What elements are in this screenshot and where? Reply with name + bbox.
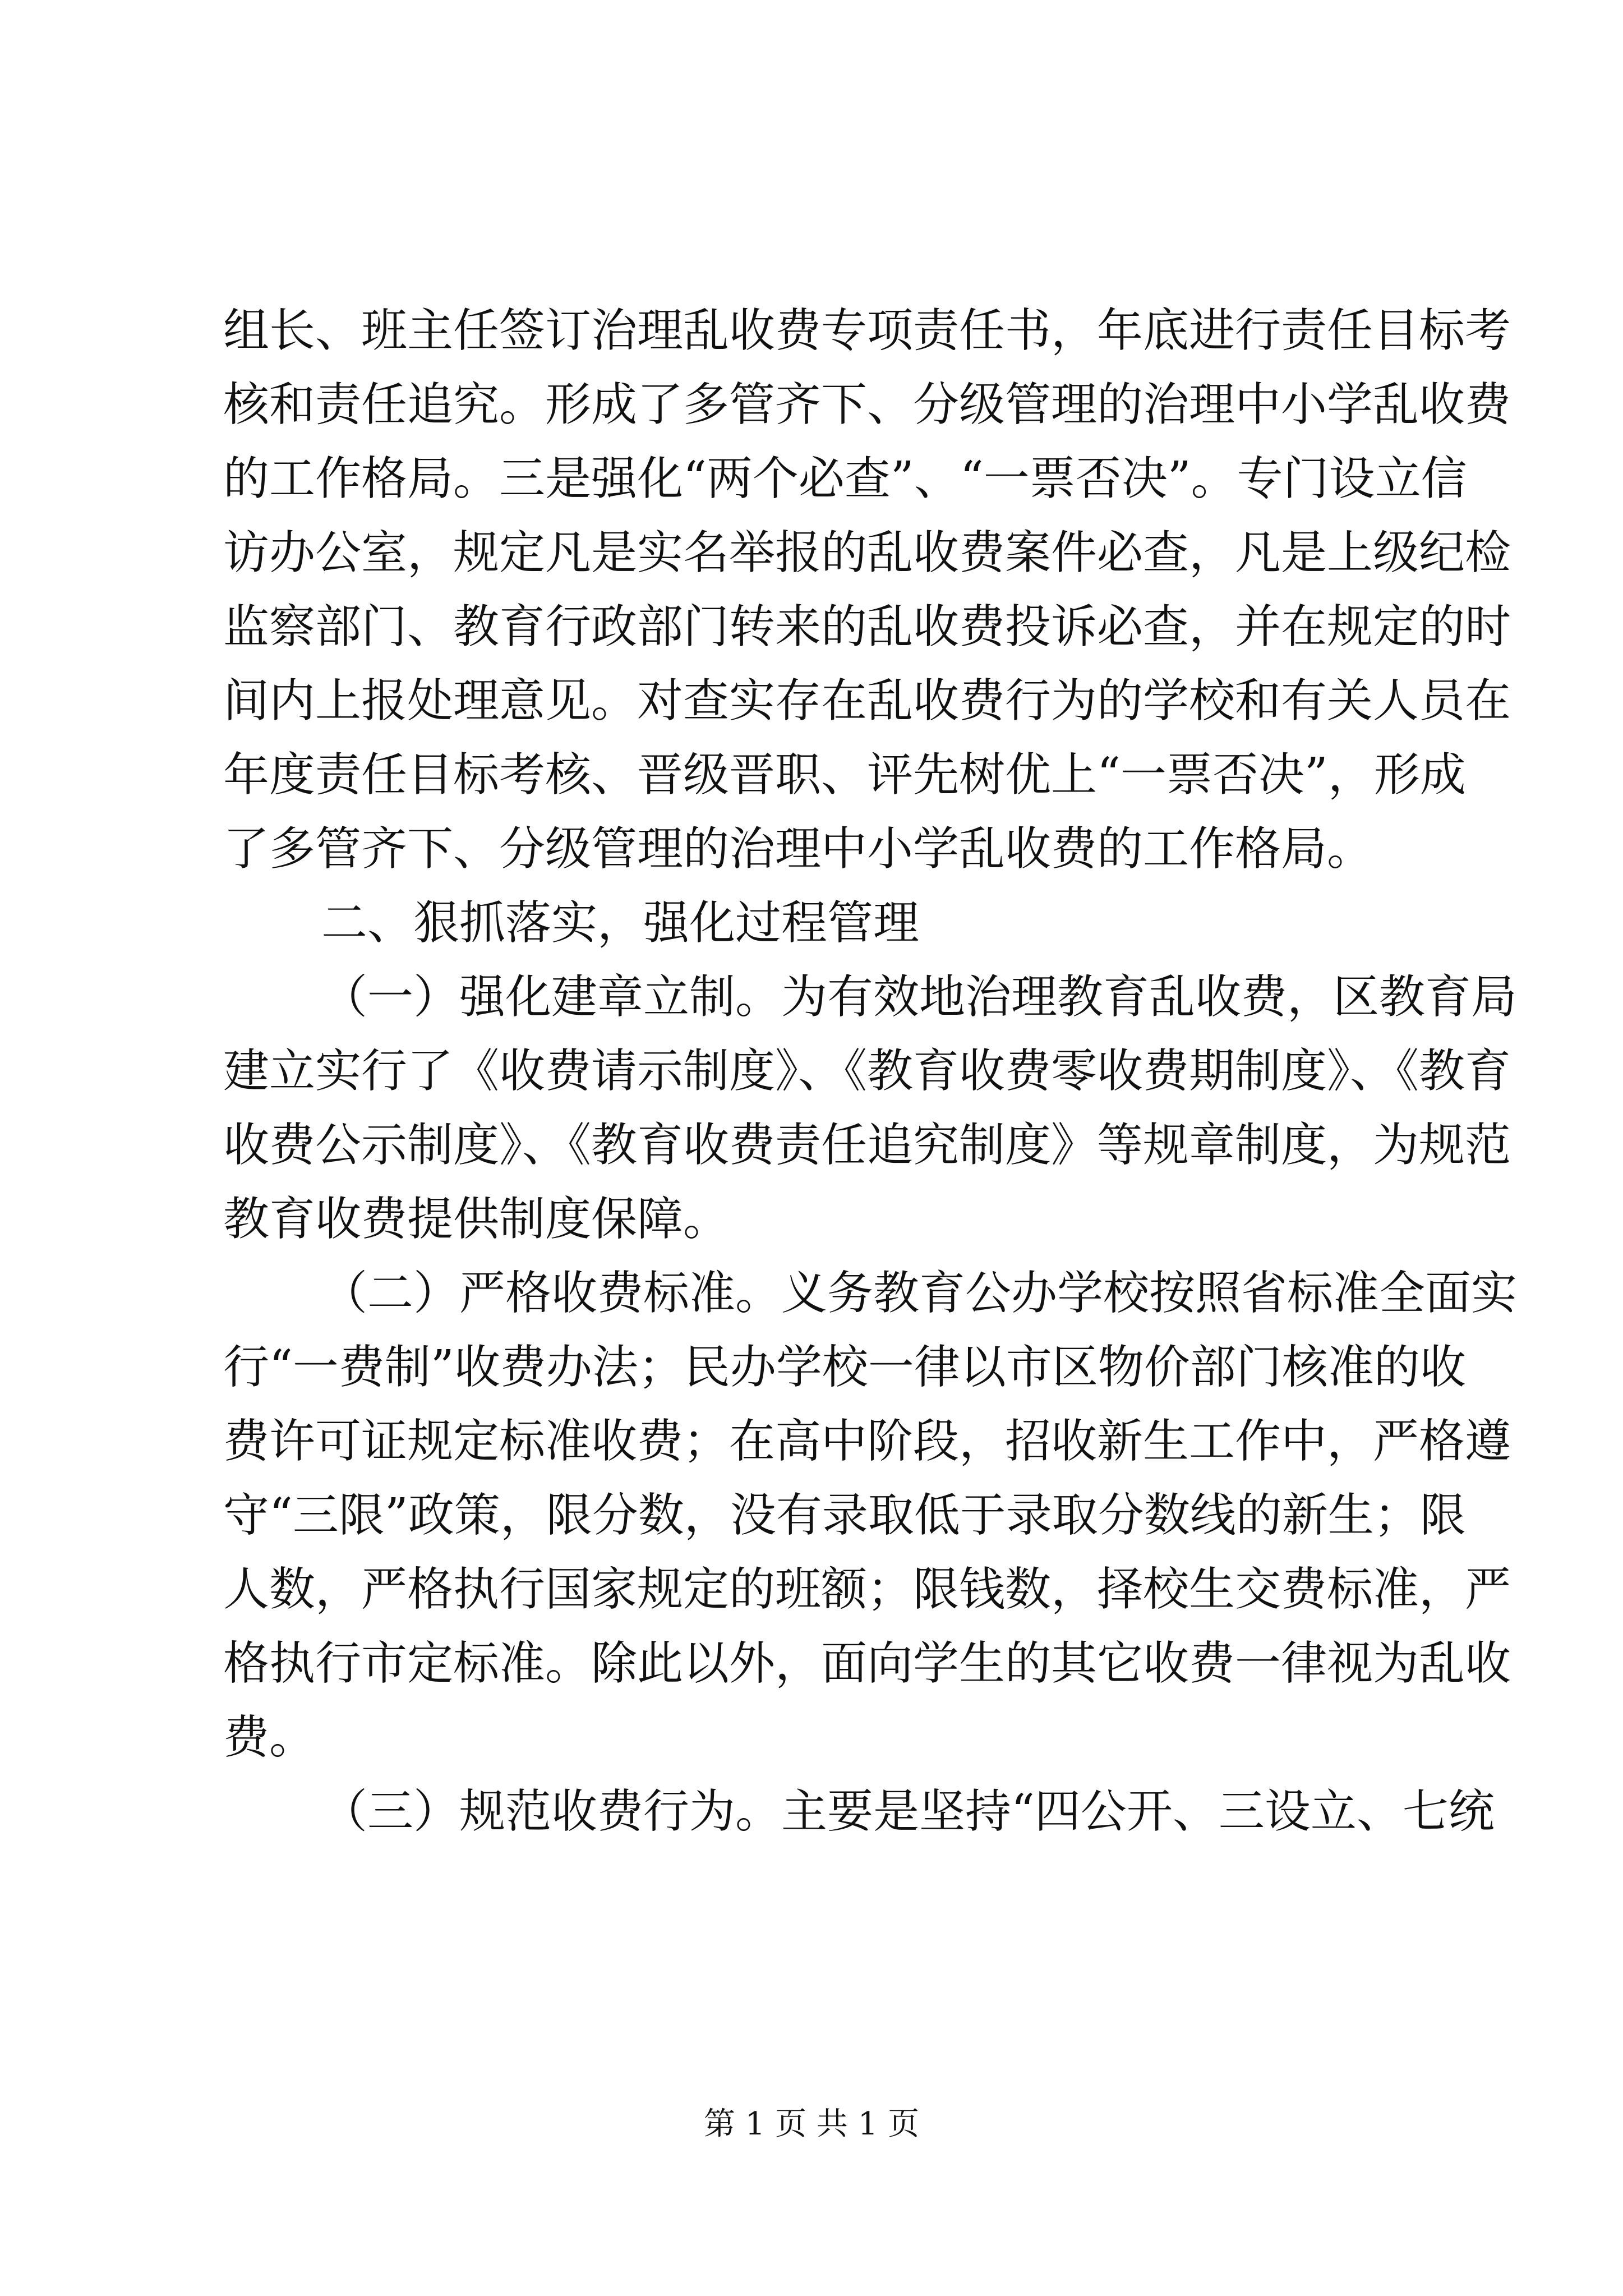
text-line: 收费公示制度》、《教育收费责任追究制度》等规章制度，为规范 bbox=[223, 1119, 1511, 1172]
text-line: （二）严格收费标准。义务教育公办学校按照省标准全面实 bbox=[321, 1267, 1518, 1320]
text-line: 守“三限”政策，限分数，没有录取低于录取分数线的新生；限 bbox=[223, 1489, 1466, 1542]
text-line: 组长、班主任签订治理乱收费专项责任书，年底进行责任目标考 bbox=[223, 304, 1511, 357]
text-line: 访办公室，规定凡是实名举报的乱收费案件必查，凡是上级纪检 bbox=[223, 526, 1511, 579]
text-line: 建立实行了《收费请示制度》、《教育收费零收费期制度》、《教育 bbox=[223, 1045, 1511, 1098]
page-number-label: 第 1 页 共 1 页 bbox=[703, 2106, 920, 2142]
text-line: 费。 bbox=[223, 1711, 316, 1764]
text-line: 格执行市定标准。除此以外，面向学生的其它收费一律视为乱收 bbox=[223, 1637, 1511, 1690]
text-line: （一）强化建章立制。为有效地治理教育乱收费，区教育局 bbox=[321, 970, 1518, 1024]
text-line: 监察部门、教育行政部门转来的乱收费投诉必查，并在规定的时 bbox=[223, 600, 1511, 654]
text-line: （三）规范收费行为。主要是坚持“四公开、三设立、七统 bbox=[321, 1785, 1495, 1838]
page-footer bbox=[0, 2105, 1623, 2144]
text-line: 人数，严格执行国家规定的班额；限钱数，择校生交费标准，严 bbox=[223, 1563, 1511, 1616]
text-line: 行“一费制”收费办法；民办学校一律以市区物价部门核准的收 bbox=[223, 1341, 1466, 1394]
text-line: 的工作格局。三是强化“两个必查”、“一票否决”。专门设立信 bbox=[223, 452, 1467, 505]
text-line: 间内上报处理意见。对查实存在乱收费行为的学校和有关人员在 bbox=[223, 674, 1511, 728]
text-line: 教育收费提供制度保障。 bbox=[223, 1193, 730, 1246]
text-line: 了多管齐下、分级管理的治理中小学乱收费的工作格局。 bbox=[223, 822, 1373, 876]
text-line: 费许可证规定标准收费；在高中阶段，招收新生工作中，严格遵 bbox=[223, 1415, 1511, 1468]
section-heading: 二、狠抓落实，强化过程管理 bbox=[321, 896, 920, 950]
text-line: 核和责任追究。形成了多管齐下、分级管理的治理中小学乱收费 bbox=[223, 378, 1511, 431]
text-line: 年度责任目标考核、晋级晋职、评先树优上“一票否决”，形成 bbox=[223, 748, 1466, 802]
